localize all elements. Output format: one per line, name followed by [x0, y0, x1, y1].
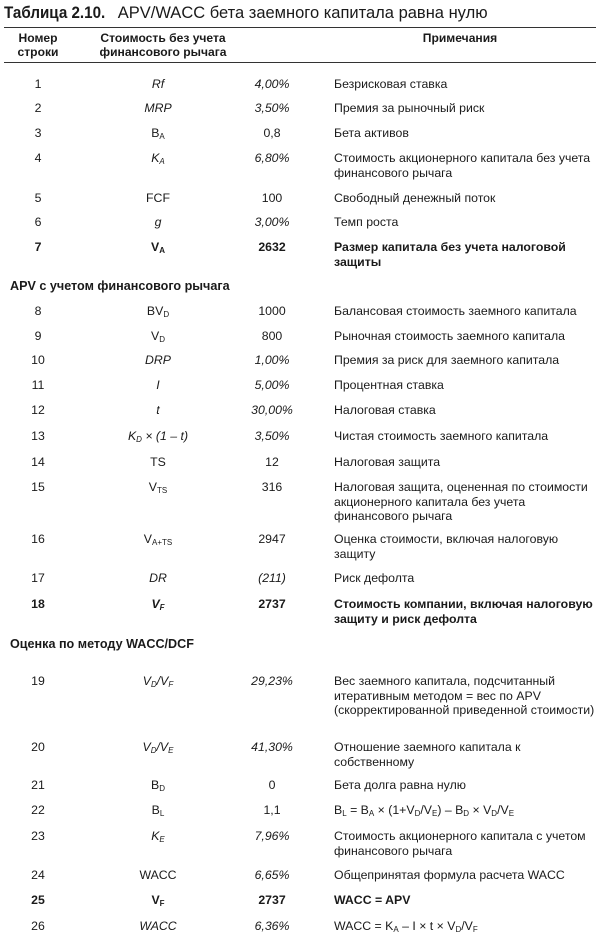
row-symbol: $K_E$ — [151, 829, 165, 844]
row-note: Премия за рыночный риск — [334, 101, 485, 115]
row-value: 30,00% — [251, 403, 293, 417]
row-note: Свободный денежный поток — [334, 191, 496, 205]
row-number: 23 — [31, 829, 45, 843]
row-number: 22 — [31, 803, 45, 817]
row-note: Налоговая ставка — [334, 403, 436, 417]
row-number: 6 — [34, 215, 42, 229]
row-number: 15 — [31, 480, 45, 494]
row-symbol: $B_L$ — [151, 803, 165, 818]
table-title: APV/WACC бета заемного капитала равна нулю — [117, 4, 488, 22]
row-symbol: $K_A$ — [151, 151, 165, 166]
row-symbol: $V_{TS}$ — [148, 480, 168, 495]
row-symbol: $V_D/V_E$ — [142, 740, 174, 755]
section-wacc: Оценка по методу WACC/DCF — [10, 637, 194, 651]
row-note: Балансовая стоимость заемного капитала — [334, 304, 577, 318]
row-number: 2 — [34, 101, 42, 115]
header-notes: Примечания — [422, 31, 498, 45]
row-note: Налоговая защита, оцененная по стоимости акционерного капитала без учета финансового рычага — [334, 480, 588, 523]
row-note: Оценка стоимости, включая налоговую защиту — [334, 532, 559, 561]
row-symbol: $V_F$ — [151, 893, 165, 908]
row-number: 3 — [34, 126, 42, 140]
row-value: 2737 — [258, 597, 286, 611]
row-number: 4 — [34, 151, 42, 165]
row-symbol: DR — [149, 571, 167, 585]
row-number: 26 — [31, 919, 45, 933]
row-note: Общепринятая формула расчета WACC — [334, 868, 565, 882]
row-note: Размер капитала без учета налоговой защиты — [334, 240, 566, 269]
row-note: Рыночная стоимость заемного капитала — [334, 329, 565, 343]
row-number: 19 — [31, 674, 45, 688]
table-number: Таблица 2.10. — [4, 4, 106, 22]
row-note: WACC = $K_A - I \times t \times V_D/V_F$ — [334, 919, 478, 934]
row-symbol: $V_D$ — [151, 329, 165, 344]
row-value: 100 — [261, 191, 283, 205]
row-note: Темп роста — [334, 215, 399, 229]
row-symbol: $V_A$ — [151, 240, 165, 255]
row-value: 0 — [268, 778, 276, 792]
row-number: 5 — [34, 191, 42, 205]
row-number: 14 — [31, 455, 45, 469]
row-value: (211) — [258, 571, 286, 585]
row-note: Процентная ставка — [334, 378, 444, 392]
row-number: 24 — [31, 868, 45, 882]
row-symbol: I — [156, 378, 160, 392]
row-value: 41,30% — [251, 740, 293, 754]
row-symbol: WACC — [139, 868, 177, 882]
row-symbol: WACC — [139, 919, 177, 933]
row-value: 2737 — [258, 893, 286, 907]
row-note: Премия за риск для заемного капитала — [334, 353, 560, 367]
row-value: 5,00% — [254, 378, 290, 392]
row-value: 3,50% — [254, 429, 290, 443]
row-symbol: g — [154, 215, 162, 229]
row-value: 6,36% — [254, 919, 290, 933]
row-number: 11 — [31, 378, 45, 392]
row-number: 12 — [31, 403, 45, 417]
row-number: 25 — [31, 893, 45, 907]
row-symbol: DRP — [145, 353, 171, 367]
row-note: WACC = APV — [334, 893, 411, 907]
row-symbol: MRP — [144, 101, 172, 115]
row-number: 18 — [31, 597, 45, 611]
row-note: Бета долга равна нулю — [334, 778, 466, 792]
row-value: 12 — [265, 455, 279, 469]
row-note: Бета активов — [334, 126, 409, 140]
row-value: 4,00% — [254, 77, 290, 91]
row-value: 6,80% — [254, 151, 290, 165]
row-value: 7,96% — [254, 829, 290, 843]
row-note: Безрисковая ставка — [334, 77, 448, 91]
row-symbol: $V_F$ — [151, 597, 165, 612]
row-symbol: $B_A$ — [151, 126, 165, 141]
row-symbol: $V_D/V_F$ — [142, 674, 174, 689]
row-note: Вес заемного капитала, подсчитанный итеративным методом = вес по APV (скорректированной приведенной стоимости) — [334, 674, 595, 717]
row-number: 17 — [31, 571, 45, 585]
row-symbol: t — [156, 403, 160, 417]
row-value: 3,00% — [254, 215, 290, 229]
header-cost: Стоимость без учета финансового рычага — [99, 31, 227, 59]
row-value: 800 — [261, 329, 283, 343]
row-value: 1,00% — [254, 353, 290, 367]
row-symbol: $K_D \times (1 - t)$ — [127, 429, 189, 444]
row-note: Риск дефолта — [334, 571, 415, 585]
row-note: Отношение заемного капитала к собственному — [334, 740, 521, 769]
row-value: 316 — [261, 480, 283, 494]
row-number: 13 — [31, 429, 45, 443]
row-note: Чистая стоимость заемного капитала — [334, 429, 549, 443]
row-note: Стоимость акционерного капитала без учета финансового рычага — [334, 151, 591, 180]
row-value: 2632 — [258, 240, 286, 254]
row-symbol: TS — [150, 455, 166, 469]
section-apv: APV с учетом финансового рычага — [10, 279, 230, 293]
row-number: 16 — [31, 532, 45, 546]
row-note: Налоговая защита — [334, 455, 441, 469]
row-number: 10 — [31, 353, 45, 367]
row-symbol: $V_{A+TS}$ — [143, 532, 173, 547]
row-value: 0,8 — [263, 126, 281, 140]
row-note: Стоимость компании, включая налоговую защиту и риск дефолта — [334, 597, 593, 626]
row-number: 9 — [34, 329, 42, 343]
row-note: $B_L = B_A \times (1+V_D/V_E) - B_D \times V_D/V_E$ — [334, 803, 515, 818]
row-value: 6,65% — [254, 868, 290, 882]
row-symbol: $BV_D$ — [146, 304, 170, 319]
row-note: Стоимость акционерного капитала с учетом финансового рычага — [334, 829, 586, 858]
row-value: 2947 — [258, 532, 286, 546]
row-number: 20 — [31, 740, 45, 754]
row-value: 1000 — [258, 304, 286, 318]
header-number: Номер строки — [17, 31, 59, 59]
row-number: 21 — [31, 778, 45, 792]
row-number: 7 — [34, 240, 42, 254]
row-value: 1,1 — [263, 803, 281, 817]
row-value: 29,23% — [251, 674, 293, 688]
row-symbol: Rf — [151, 77, 165, 91]
row-symbol: FCF — [146, 191, 170, 205]
row-number: 1 — [34, 77, 42, 91]
row-symbol: $B_D$ — [151, 778, 165, 793]
row-value: 3,50% — [254, 101, 290, 115]
row-number: 8 — [34, 304, 42, 318]
